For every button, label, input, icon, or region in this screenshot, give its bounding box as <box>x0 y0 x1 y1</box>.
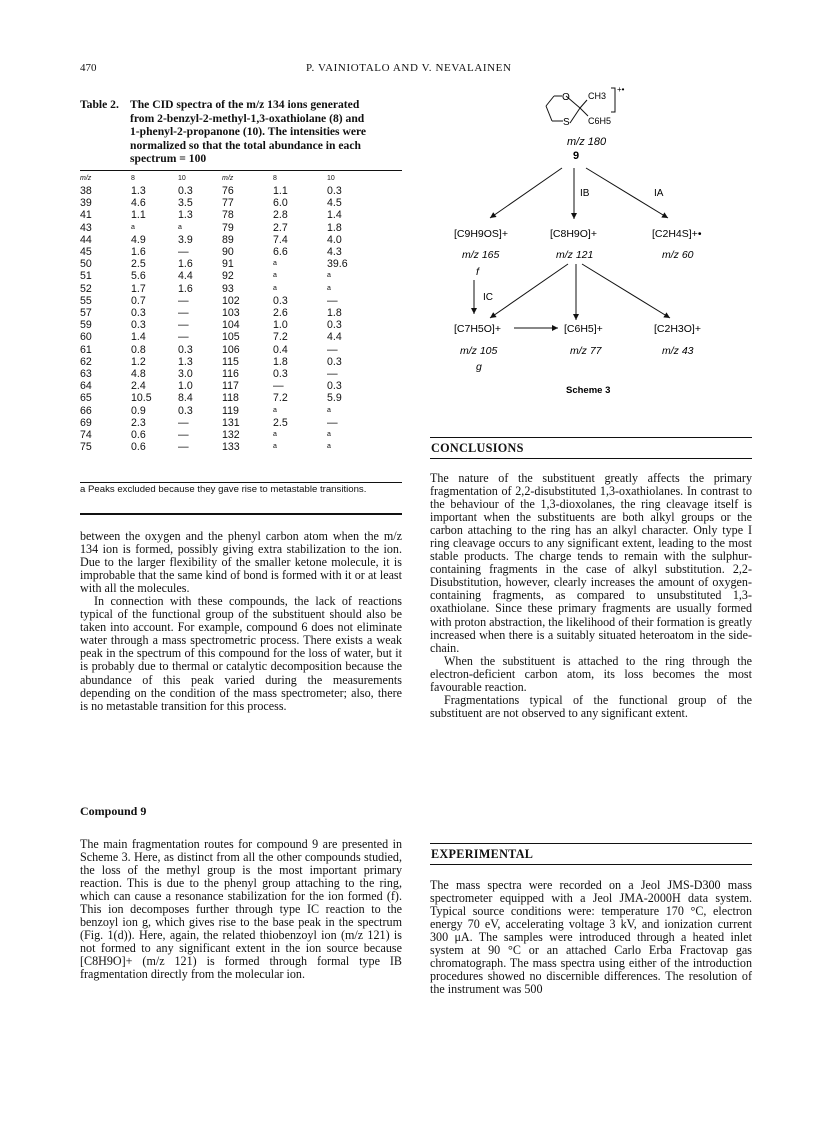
table-cell: 1.1 <box>273 185 288 197</box>
table-cell: 1.0 <box>178 380 193 393</box>
table-cell: 0.9 <box>131 404 146 417</box>
table-cell: 77 <box>222 197 234 210</box>
experimental-heading: EXPERIMENTAL <box>431 847 534 861</box>
table-cell: — <box>178 429 189 442</box>
table-cell: 7.4 <box>273 233 288 246</box>
table-cell: a <box>327 431 331 439</box>
table-cell: 116 <box>222 368 239 381</box>
scheme-3-diagram <box>430 78 750 400</box>
table-row <box>80 417 367 429</box>
column-header: 10 <box>178 175 186 182</box>
table-cell: 0.3 <box>327 319 342 332</box>
table-cell: 89 <box>222 233 234 246</box>
table-cell: — <box>178 319 189 332</box>
table-cell: 1.0 <box>273 319 288 332</box>
table-row <box>80 283 367 295</box>
table-cell: 39 <box>80 197 92 210</box>
table-cell: 0.3 <box>273 368 288 381</box>
table-cell: a <box>327 272 331 280</box>
ion-c7h5o-mz: m/z 105 <box>460 345 498 357</box>
table-cell: a <box>327 284 331 292</box>
table-cell: 131 <box>222 416 240 429</box>
atom-s: S <box>563 117 570 128</box>
table-cell: 6.6 <box>273 246 288 259</box>
table-cell: a <box>131 223 135 231</box>
table-cell: — <box>327 368 338 381</box>
table-cell: 0.3 <box>178 343 193 356</box>
running-header-authors: P. VAINIOTALO AND V. NEVALAINEN <box>306 62 512 74</box>
table-cell: 0.3 <box>178 185 193 197</box>
ion-c6h5: [C6H5]+ <box>564 323 603 335</box>
caption-line: 1-phenyl-2-propanone (10). The intensities were <box>130 125 367 139</box>
table-row <box>80 209 367 221</box>
label-ic: IC <box>483 292 493 303</box>
table-cell: 2.5 <box>131 258 146 271</box>
table-cell: 4.0 <box>327 233 342 246</box>
table-cell: 132 <box>222 429 240 442</box>
table-row <box>80 405 367 417</box>
ion-c2h4s: [C2H4S]+• <box>652 228 702 240</box>
ion-c2h3o: [C2H3O]+ <box>654 323 701 335</box>
paragraph: The mass spectra were recorded on a Jeol JMS-D300 mass spectrometer equipped with a Jeol JMA-2000H data system. Typical source conditions were: temperature 170 °C, electron energy 70 eV, accelerating voltage 3 kV, and ionization current 300 μA. The samples were introduced through a heated inlet system at 90 °C or an attached Carlo Erba Fractovap gas chromatograph. The mass spectra using either of the introduction procedures showed no discernible differences. The resolution of the instrument was 500 <box>430 878 752 997</box>
table-cell: 1.4 <box>327 209 342 222</box>
table-cell: a <box>273 260 277 268</box>
column-header: 8 <box>131 175 135 182</box>
table-cell: — <box>178 294 189 307</box>
table-cell: 8.4 <box>178 392 193 405</box>
table-cell: 2.5 <box>273 416 288 429</box>
ion-c9h9os: [C9H9OS]+ <box>454 228 508 240</box>
table-cell: 4.9 <box>131 233 146 246</box>
table-cell: 0.3 <box>327 355 342 368</box>
table-cell: 0.3 <box>131 307 146 320</box>
table-cell: 0.6 <box>131 429 146 442</box>
table-cell: 2.4 <box>131 380 146 393</box>
table-cell: a <box>327 443 331 451</box>
table-cell: 7.2 <box>273 331 288 344</box>
table-top-rule <box>80 170 402 171</box>
table-row <box>80 441 367 453</box>
table-cell: 1.8 <box>327 221 342 234</box>
table-cell: 1.6 <box>178 282 193 295</box>
arrow-121-to-43 <box>582 264 670 318</box>
label-ia: IA <box>654 188 664 199</box>
table-cell: a <box>273 406 277 414</box>
table-cell: 43 <box>80 221 92 234</box>
compound-9-text <box>80 838 402 982</box>
table-cell: 75 <box>80 441 92 454</box>
table-cell: — <box>327 343 338 356</box>
table-row <box>80 307 367 319</box>
ion-c2h3o-mz: m/z 43 <box>662 345 694 357</box>
table-cell: 0.3 <box>131 319 146 332</box>
table-cell: 2.3 <box>131 416 146 429</box>
table-cell: 4.6 <box>131 197 146 210</box>
paragraph: between the oxygen and the phenyl carbon atom when the m/z 134 ion is formed, possibly giving extra stabilization to the ion. Due to the larger flexibility of the smaller ketone molecule, it is improbable that the same kind of bond is formed with it or at least with all the molecules. <box>80 529 402 596</box>
table-cell: 57 <box>80 307 92 320</box>
table-footnote: a Peaks excluded because they gave rise to metastable transitions. <box>80 484 367 495</box>
ion-g-label: g <box>476 361 482 373</box>
table-cell: 0.8 <box>131 343 146 356</box>
table-cell: 62 <box>80 355 92 368</box>
table-cell: 45 <box>80 246 92 259</box>
table-row <box>80 368 367 380</box>
table-cell: 4.8 <box>131 368 146 381</box>
cid-spectra-table <box>80 172 367 453</box>
label-ib: IB <box>580 188 590 199</box>
table-cell: 65 <box>80 392 92 405</box>
caption-line: from 2-benzyl-2-methyl-1,3-oxathiolane (8) and <box>130 111 365 125</box>
table-cell: 74 <box>80 429 92 442</box>
table-cell: — <box>178 441 189 454</box>
table-cell: 69 <box>80 416 92 429</box>
table-cell: 102 <box>222 294 240 307</box>
table-cell: a <box>178 223 182 231</box>
ion-c8h9o-mz: m/z 121 <box>556 249 594 261</box>
table-row <box>80 344 367 356</box>
table-cell: 1.8 <box>273 355 288 368</box>
column-header: 8 <box>273 175 277 182</box>
table-cell: 1.3 <box>178 355 193 368</box>
ion-f-label: f <box>476 266 479 278</box>
table-row <box>80 331 367 343</box>
table-cell: 105 <box>222 331 240 344</box>
conclusions-top-rule <box>430 437 752 438</box>
table-cell: a <box>273 431 277 439</box>
table-cell: 0.6 <box>131 441 146 454</box>
table-row <box>80 234 367 246</box>
conclusions-bottom-rule <box>430 458 752 459</box>
arrow-loss-ch3 <box>490 168 562 218</box>
ion-c8h9o: [C8H9O]+ <box>550 228 597 240</box>
table-cell: a <box>327 406 331 414</box>
table-cell: 0.3 <box>273 294 288 307</box>
column-header: m/z <box>222 175 234 182</box>
table-cell: 10.5 <box>131 392 152 405</box>
table-cell: 4.4 <box>178 270 193 283</box>
table-cell: 91 <box>222 258 234 271</box>
phenyl-group: C6H5 <box>588 116 612 126</box>
table-cell: — <box>178 307 189 320</box>
table-cell: 0.4 <box>273 343 288 356</box>
conclusions-heading: CONCLUSIONS <box>431 441 524 455</box>
radical-cation-charge: +• <box>617 85 625 94</box>
table-cell: 118 <box>222 392 239 405</box>
table-cell: 1.4 <box>131 331 146 344</box>
table-cell: 59 <box>80 319 92 332</box>
table-row <box>80 222 367 234</box>
methyl-group: CH3 <box>588 91 607 101</box>
table-cell: — <box>178 246 189 259</box>
table-row <box>80 356 367 368</box>
scheme-caption: Scheme 3 <box>566 385 611 396</box>
table-cell: 6.0 <box>273 197 288 210</box>
paragraph: The main fragmentation routes for compound 9 are presented in Scheme 3. Here, as distinct from all the other compounds studied, the loss of the methyl group is the most important primary reaction. This is due to the phenyl group attaching to the ring, which can cause a resonance stabilization for the ion formed (f). This ion decomposes further through type IC reaction to the benzoyl ion g, which gives rise to the base peak in the spectrum (Fig. 1(d)). Here, again, the related thiobenzoyl ion (m/z 121) is not formed to any significant extent in the ion source because [C8H9O]+ (m/z 121) is formed through formal type IB fragmentation directly from the molecular ion. <box>80 837 402 982</box>
table-cell: 1.6 <box>131 246 146 259</box>
table-cell: 38 <box>80 185 92 197</box>
table-cell: 3.9 <box>178 233 193 246</box>
table-cell: a <box>273 443 277 451</box>
ion-c2h4s-mz: m/z 60 <box>662 249 694 261</box>
table-row <box>80 185 367 197</box>
table-cell: 3.5 <box>178 197 193 210</box>
table-cell: 2.6 <box>273 307 288 320</box>
table-row <box>80 295 367 307</box>
table-cell: 119 <box>222 404 239 417</box>
table-cell: 79 <box>222 221 234 234</box>
caption-line: spectrum = 100 <box>130 152 207 166</box>
table-cell: 5.9 <box>327 392 342 405</box>
table-cell: — <box>327 416 338 429</box>
table-cell: 7.2 <box>273 392 288 405</box>
table-cell: 0.3 <box>178 404 193 417</box>
table-cell: 1.7 <box>131 282 146 295</box>
table-cell: 50 <box>80 258 92 271</box>
table-row <box>80 197 367 209</box>
table-cell: 66 <box>80 404 92 417</box>
experimental-text <box>430 879 752 996</box>
table-cell: 1.6 <box>178 258 193 271</box>
table-cell: 0.3 <box>327 185 342 197</box>
table-cell: 63 <box>80 368 92 381</box>
table-cell: 0.7 <box>131 294 146 307</box>
table-cell: a <box>273 272 277 280</box>
table-cell: 39.6 <box>327 258 348 271</box>
table-cell: 1.1 <box>131 209 146 222</box>
table-cell: 1.8 <box>327 307 342 320</box>
table-row <box>80 270 367 282</box>
table-cell: — <box>327 294 338 307</box>
table-end-rule <box>80 513 402 515</box>
caption-line: The CID spectra of the m/z 134 ions generated <box>130 98 360 111</box>
table-cell: 61 <box>80 343 92 356</box>
experimental-bottom-rule <box>430 864 752 865</box>
table-cell: 3.0 <box>178 368 193 381</box>
parent-mz: m/z 180 <box>567 136 607 148</box>
column-header: 10 <box>327 175 335 182</box>
ion-c6h5-mz: m/z 77 <box>570 345 602 357</box>
paragraph: The nature of the substituent greatly affects the primary fragmentation of 2,2-disubstituted 1,3-oxathiolanes. In contrast to the behaviour of the 1,3-dioxolanes, the ring cleavage itself is important when the substituents are both alkyl groups or the carbon attaching to the ring has an alkyl character. Only type I ring cleavage occurs to any significant extent, leading to the most stable products. The charge tends to remain with the sulphur-containing fragments in the case of alkyl substitution. 2,2-Disubstitution, however, clearly increases the amount of oxygen-containing fragments, as compared to unsubstituted 1,3-oxathiolane. Since these primary fragments are usually formed with proton abstraction, the likelihood of their formation is greatly increased when there is a suitably situated heteroatom in the side-chain. <box>430 471 752 655</box>
table-cell: 103 <box>222 307 240 320</box>
table-cell: 1.2 <box>131 355 146 368</box>
compound-9-heading: Compound 9 <box>80 804 147 818</box>
table-cell: a <box>273 284 277 292</box>
paragraph: Fragmentations typical of the functional group of the substituent are not observed to any significant extent. <box>430 692 752 720</box>
experimental-top-rule <box>430 843 752 844</box>
table-cell: 76 <box>222 185 234 197</box>
table-cell: 5.6 <box>131 270 146 283</box>
table-header-row <box>80 172 367 185</box>
table-cell: 41 <box>80 209 92 222</box>
table-cell: 52 <box>80 282 92 295</box>
table-cell: 90 <box>222 246 234 259</box>
table-cell: 44 <box>80 233 92 246</box>
table-cell: 60 <box>80 331 92 344</box>
table-cell: 115 <box>222 355 239 368</box>
left-body-text <box>80 530 402 713</box>
table-cell: 4.3 <box>327 246 342 259</box>
atom-o: O <box>562 92 570 103</box>
page-number: 470 <box>80 62 97 74</box>
column-header: m/z <box>80 175 92 182</box>
parent-compound-label: 9 <box>573 150 580 162</box>
table-cell: — <box>178 416 189 429</box>
table-bottom-rule <box>80 482 402 483</box>
table-cell: 106 <box>222 343 240 356</box>
table-cell: 2.7 <box>273 221 288 234</box>
table-cell: — <box>273 380 284 393</box>
table-cell: 1.3 <box>178 209 193 222</box>
table-cell: 93 <box>222 282 234 295</box>
paragraph: In connection with these compounds, the lack of reactions typical of the functional group of the substituent should also be taken into account. For example, compound 6 does not eliminate water through a mass spectrometric process. There exists a weak peak in the spectrum of this compound for the loss of water, but it is probably due to thermal or catalytic decomposition because the abundance of this peak varied during the measurements depending on the condition of the mass spectrometer; also, there is no metastable transition for this process. <box>80 594 402 713</box>
arrow-121-to-105 <box>490 264 568 318</box>
table-cell: 104 <box>222 319 240 332</box>
table-cell: 2.8 <box>273 209 288 222</box>
table-cell: 4.4 <box>327 331 342 344</box>
table-cell: 55 <box>80 294 92 307</box>
table-cell: — <box>178 331 189 344</box>
table-cell: 51 <box>80 270 92 283</box>
table-cell: 133 <box>222 441 240 454</box>
table-label: Table 2. <box>80 98 119 111</box>
table-row <box>80 429 367 441</box>
table-caption <box>80 98 402 166</box>
table-cell: 4.5 <box>327 197 342 210</box>
ion-c7h5o: [C7H5O]+ <box>454 323 501 335</box>
table-row <box>80 392 367 404</box>
table-cell: 64 <box>80 380 92 393</box>
table-row <box>80 246 367 258</box>
table-cell: 117 <box>222 380 239 393</box>
table-row <box>80 380 367 392</box>
caption-line: normalized so that the total abundance in each <box>130 138 361 152</box>
table-cell: 0.3 <box>327 380 342 393</box>
conclusions-text <box>430 472 752 720</box>
table-row <box>80 258 367 270</box>
table-row <box>80 319 367 331</box>
ion-c9h9os-mz: m/z 165 <box>462 249 500 261</box>
table-cell: 1.3 <box>131 185 146 197</box>
table-cell: 92 <box>222 270 234 283</box>
paragraph: When the substituent is attached to the ring through the electron-deficient carbon atom, its loss becomes the most favourable reaction. <box>430 653 752 694</box>
table-cell: 78 <box>222 209 234 222</box>
